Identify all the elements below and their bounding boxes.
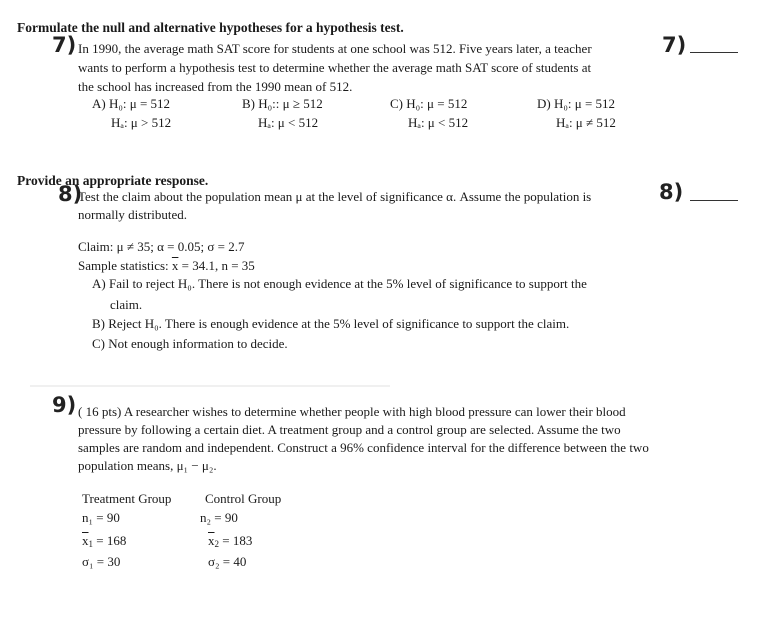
control-sigma: σ₂ = 40 bbox=[208, 554, 247, 569]
option-a-h0: A) H₀: μ = 512 bbox=[92, 96, 171, 111]
question-7-line-2: wants to perform a hypothesis test to determine whether the average math SAT score of students at bbox=[78, 60, 592, 75]
section-heading-response: Provide an appropriate response. bbox=[17, 173, 209, 188]
treatment-xbar: $\overline{x}_1 = 168$ bbox=[82, 533, 127, 549]
treatment-group-title: Treatment Group bbox=[82, 491, 172, 506]
answer-a-line-2: claim. bbox=[110, 297, 143, 312]
option-c-h0: C) H₀: μ = 512 bbox=[390, 96, 468, 111]
question-9-line-1: ( 16 pts) A researcher wishes to determine whether people with high blood pressure can lower their blood bbox=[78, 404, 626, 419]
option-a-ha: Hₐ: μ > 512 bbox=[111, 115, 172, 130]
question-7-line-1: In 1990, the average math SAT score for students at one school was 512. Five years later, a teacher bbox=[78, 41, 592, 56]
sample-statistics-line: Sample statistics: $\overline{x} = 34.1$, n = 35 bbox=[78, 258, 255, 273]
control-group-title: Control Group bbox=[205, 491, 282, 506]
answer-b: B) Reject H₀. There is enough evidence at the 5% level of significance to support the claim. bbox=[92, 316, 570, 331]
option-b-h0: B) H₀:: μ ≥ 512 bbox=[242, 96, 323, 111]
option-b-ha: Hₐ: μ < 512 bbox=[258, 115, 319, 130]
answer-c: C) Not enough information to decide. bbox=[92, 336, 288, 351]
question-8-line-2: normally distributed. bbox=[78, 207, 188, 222]
control-xbar: $\overline{x}_2 = 183$ bbox=[208, 533, 253, 549]
question-7-line-3: the school has increased from the 1990 mean of 512. bbox=[78, 79, 353, 94]
scan-artifact-divider bbox=[30, 385, 390, 387]
question-9-line-4: population means, μ₁ − μ₂. bbox=[78, 458, 217, 473]
answer-blank-8[interactable] bbox=[690, 200, 738, 201]
question-number-8: 8) bbox=[58, 182, 83, 206]
question-9-line-2: pressure by following a certain diet. A treatment group and a control group are selected. Assume the two bbox=[78, 422, 621, 437]
option-d-ha: Hₐ: μ ≠ 512 bbox=[556, 115, 616, 130]
question-number-9: 9) bbox=[52, 393, 77, 417]
answer-a-line-1: A) Fail to reject H₀. There is not enough evidence at the 5% level of significance to support the bbox=[92, 276, 587, 291]
treatment-n: n₁ = 90 bbox=[82, 510, 120, 525]
claim-line: Claim: μ ≠ 35; α = 0.05; σ = 2.7 bbox=[78, 239, 245, 254]
question-8-line-1: Test the claim about the population mean μ at the level of significance α. Assume the population is bbox=[78, 189, 592, 204]
section-heading-hypotheses: Formulate the null and alternative hypotheses for a hypothesis test. bbox=[17, 20, 404, 35]
control-n: n₂ = 90 bbox=[200, 510, 238, 525]
treatment-sigma: σ₁ = 30 bbox=[82, 554, 121, 569]
answer-blank-7[interactable] bbox=[690, 52, 738, 53]
option-c-ha: Hₐ: μ < 512 bbox=[408, 115, 469, 130]
margin-number-7: 7) bbox=[662, 33, 687, 57]
option-d-h0: D) H₀: μ = 512 bbox=[537, 96, 616, 111]
question-9-line-3: samples are random and independent. Construct a 96% confidence interval for the difference between the two bbox=[78, 440, 649, 455]
margin-number-8: 8) bbox=[659, 180, 684, 204]
question-number-7: 7) bbox=[52, 33, 77, 57]
